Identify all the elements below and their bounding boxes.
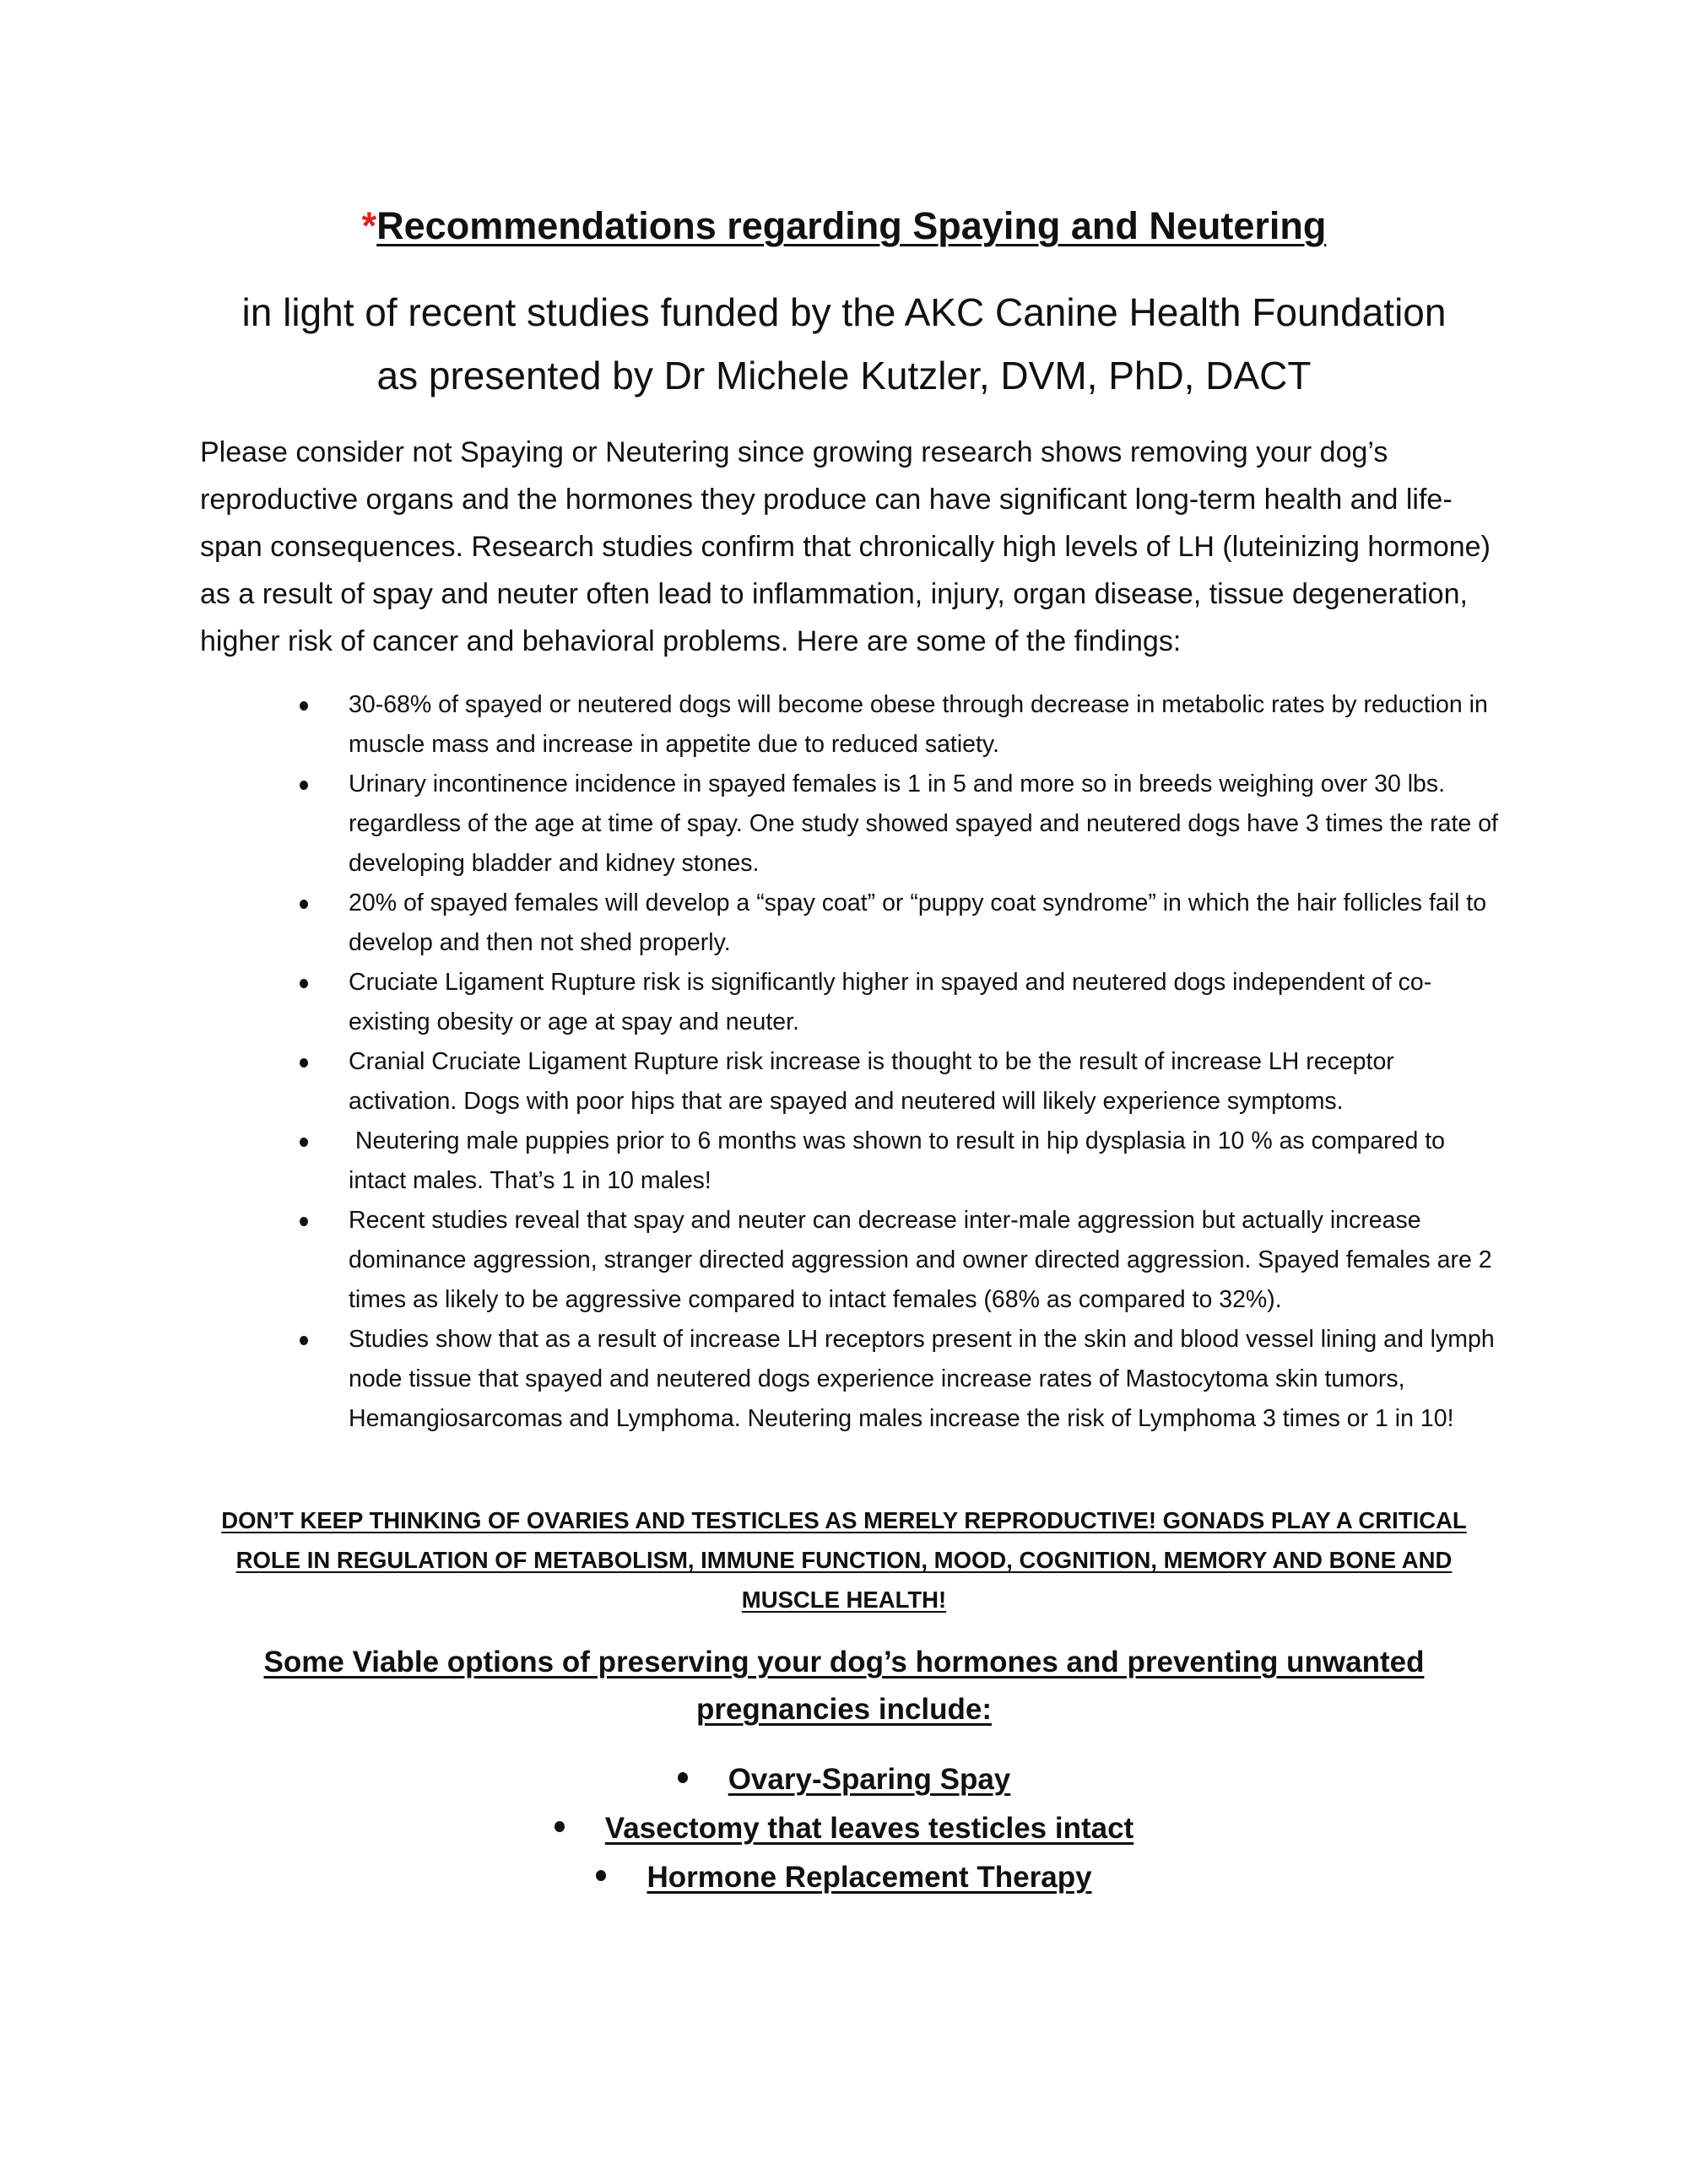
bullet-icon: [678, 1772, 688, 1783]
findings-list: [0, 685, 1688, 1439]
bullet-icon: [300, 781, 308, 790]
finding-text: Cruciate Ligament Rupture risk is significantly higher in spayed and neutered dogs independent of co-existing obesity or age at spay and neuter.: [349, 969, 1432, 1035]
bullet-icon: [300, 1138, 308, 1147]
bullet-icon: [300, 900, 308, 909]
options-list: [0, 1755, 1688, 1902]
finding-item: [0, 685, 1505, 765]
finding-text: Studies show that as a result of increase LH receptors present in the skin and blood vessel lining and lymph node tissue that spayed and neutered dogs experience increase rates of Mastocytoma skin tumors, Hemangiosarcomas and Lymphoma. Neutering males increase the risk of Lymphoma 3 times or 1 in 10!: [349, 1326, 1495, 1432]
subtitle-line-1: in light of recent studies funded by the AKC Canine Health Foundation: [241, 290, 1447, 334]
bullet-icon: [596, 1870, 606, 1881]
finding-item: [0, 1320, 1505, 1439]
bullet-icon: [300, 1217, 308, 1226]
option-label: Vasectomy that leaves testicles intact: [604, 1812, 1134, 1845]
bullet-icon: [300, 979, 308, 988]
finding-item: [0, 1201, 1505, 1320]
option-item: [0, 1853, 1688, 1902]
bullet-icon: [300, 701, 308, 711]
finding-item: [0, 963, 1505, 1042]
finding-item: [0, 1042, 1505, 1122]
title-asterisk: *: [361, 204, 377, 247]
option-label: Ovary-Sparing Spay: [728, 1763, 1011, 1796]
intro-paragraph: Please consider not Spaying or Neutering since growing research shows removing your dog’s reproductive organs and the hormones they produce can have significant long-term health and life-span consequences. Research studies confirm that chronically high levels of LH (luteinizing hormone) as a result of spay and neuter often lead to inflammation, injury, organ disease, tissue degeneration, higher risk of cancer and behavioral problems. Here are some of the findings:: [200, 436, 1491, 657]
finding-text: Urinary incontinence incidence in spayed females is 1 in 5 and more so in breeds weighing over 30 lbs. regardless of the age at time of spay. One study showed spayed and neutered dogs have 3 times the rate of developing bladder and kidney stones.: [349, 770, 1498, 877]
option-label: Hormone Replacement Therapy: [647, 1861, 1092, 1894]
document-title: [0, 201, 1688, 251]
bullet-icon: [300, 1058, 308, 1068]
options-heading: Some Viable options of preserving your dog’s hormones and preventing unwanted pregnancies include:: [263, 1646, 1425, 1726]
finding-text: Neutering male puppies prior to 6 months was shown to result in hip dysplasia in 10 % as compared to intact males. That’s 1 in 10 males!: [349, 1127, 1452, 1194]
subtitle-line-2: as presented by Dr Michele Kutzler, DVM, PhD, DACT: [376, 354, 1312, 397]
option-item: [0, 1804, 1688, 1853]
finding-item: [0, 1122, 1505, 1201]
warning-statement: DON’T KEEP THINKING OF OVARIES AND TESTICLES AS MERELY REPRODUCTIVE! GONADS PLAY A CRITICAL ROLE IN REGULATION OF METABOLISM, IMMUNE FUNCTION, MOOD, COGNITION, MEMORY AND BONE AND MUSCLE HEALTH!: [221, 1507, 1467, 1613]
finding-item: [0, 765, 1505, 884]
finding-text: Cranial Cruciate Ligament Rupture risk increase is thought to be the result of increase LH receptor activation. Dogs with poor hips that are spayed and neutered will likely experience symptoms.: [349, 1048, 1394, 1115]
finding-item: [0, 884, 1505, 963]
finding-text: 30-68% of spayed or neutered dogs will become obese through decrease in metabolic rates by reduction in muscle mass and increase in appetite due to reduced satiety.: [349, 691, 1488, 758]
finding-text: 20% of spayed females will develop a “spay coat” or “puppy coat syndrome” in which the hair follicles fail to develop and then not shed properly.: [349, 889, 1487, 956]
bullet-icon: [300, 1336, 308, 1345]
bullet-icon: [555, 1821, 565, 1832]
finding-text: Recent studies reveal that spay and neuter can decrease inter-male aggression but actually increase dominance aggression, stranger directed aggression and owner directed aggression. Spayed females are 2 times as likely to be aggressive compared to intact females (68% as compared to 32%).: [349, 1207, 1492, 1313]
option-item: [0, 1755, 1688, 1804]
title-text: Recommendations regarding Spaying and Neutering: [376, 204, 1327, 247]
